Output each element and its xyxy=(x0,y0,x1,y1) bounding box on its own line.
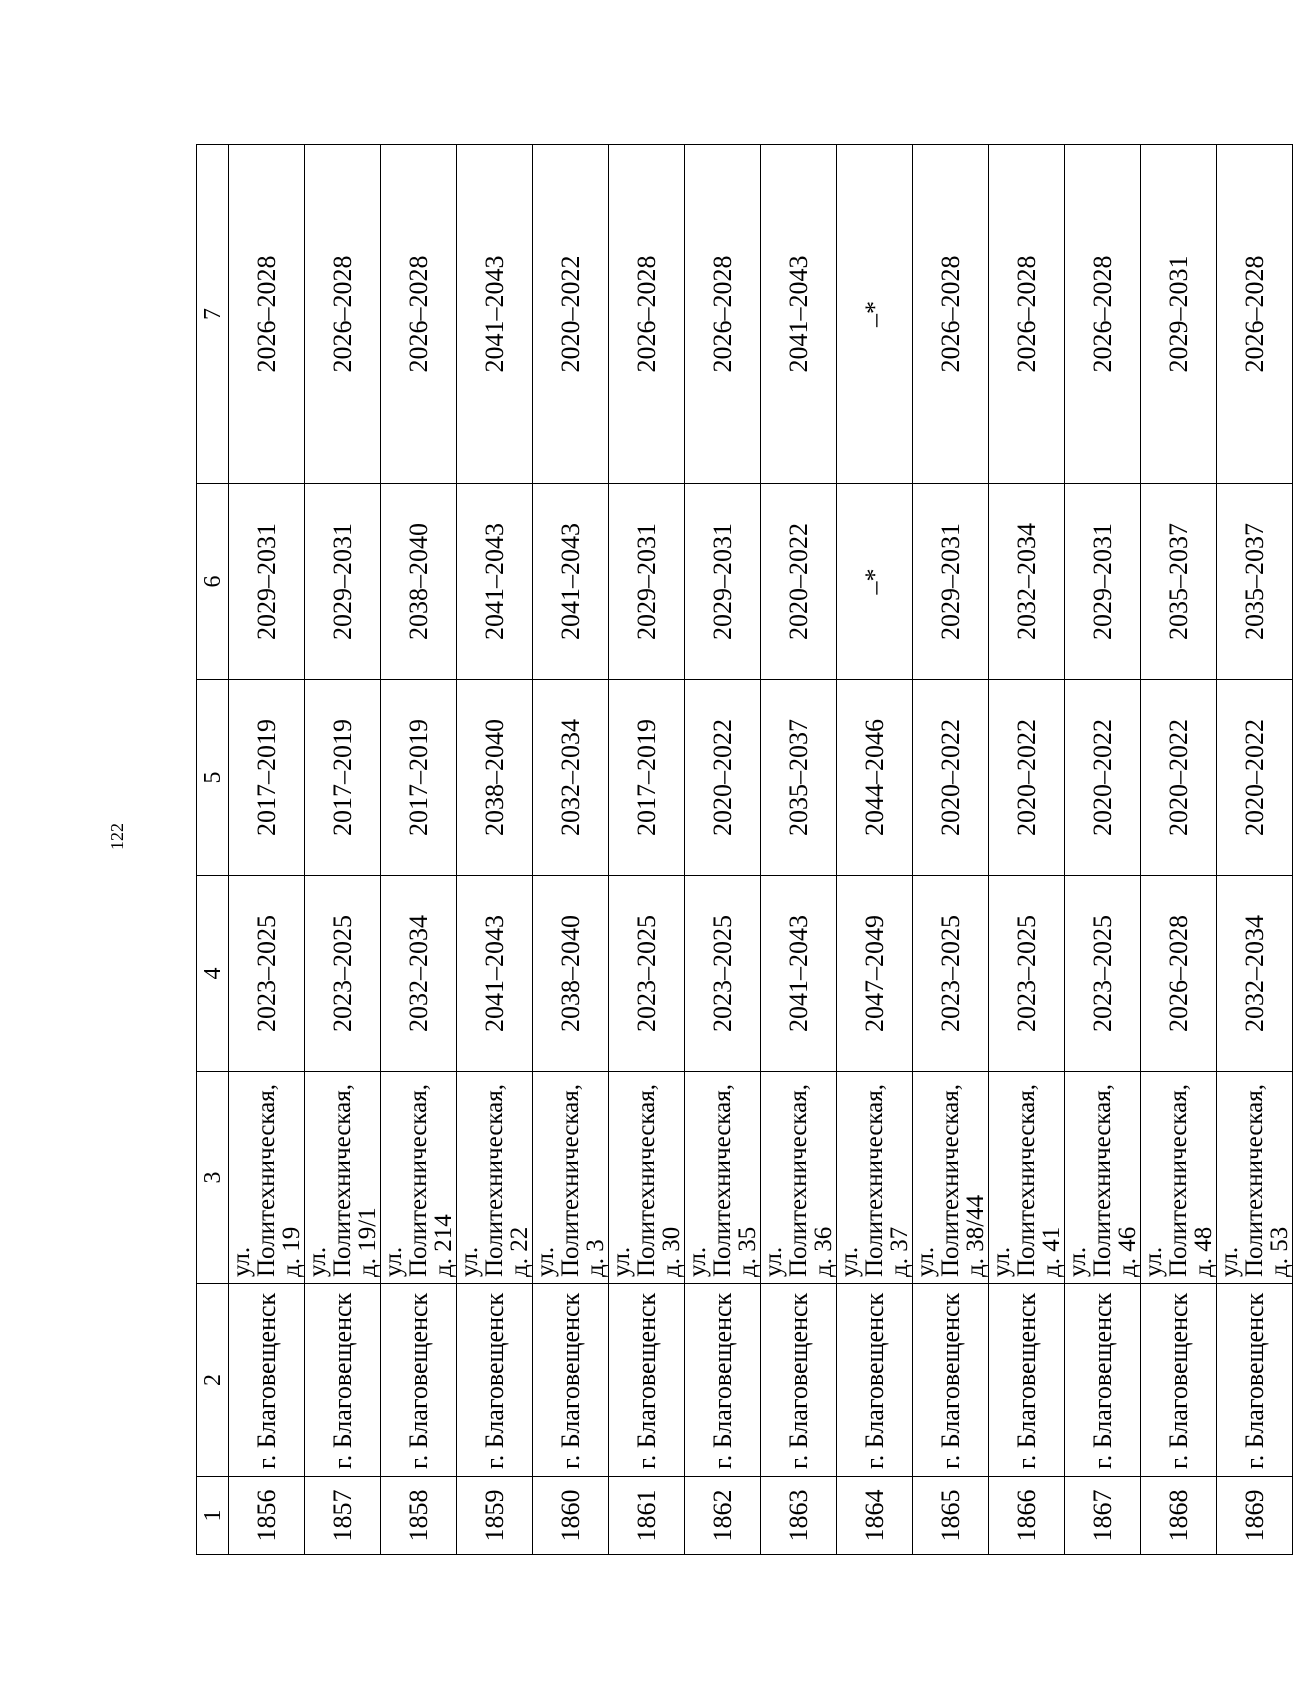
period-col6-cell: 2041–2043 xyxy=(457,484,533,680)
column-header-3: 3 xyxy=(197,1072,229,1284)
period-col7-cell: 2026–2028 xyxy=(229,145,305,484)
period-col4-cell: 2047–2049 xyxy=(837,876,913,1072)
period-col5-cell: 2038–2040 xyxy=(457,680,533,876)
table-row xyxy=(1065,145,1141,1555)
period-col4-cell: 2023–2025 xyxy=(913,876,989,1072)
period-col6-cell: 2029–2031 xyxy=(1065,484,1141,680)
period-col6-cell: 2035–2037 xyxy=(1217,484,1293,680)
address-cell: ул. Политехническая, д. 53 xyxy=(1217,1072,1293,1284)
table-row xyxy=(913,145,989,1555)
period-col5-cell: 2017–2019 xyxy=(305,680,381,876)
column-header-7: 7 xyxy=(197,145,229,484)
city-cell: г. Благовещенск xyxy=(685,1284,761,1477)
address-cell: ул. Политехническая, д. 36 xyxy=(761,1072,837,1284)
address-cell: ул. Политехническая, д. 48 xyxy=(1141,1072,1217,1284)
table-row xyxy=(761,145,837,1555)
table-row xyxy=(533,145,609,1555)
period-col7-cell: 2041–2043 xyxy=(761,145,837,484)
city-cell: г. Благовещенск xyxy=(533,1284,609,1477)
period-col4-cell: 2026–2028 xyxy=(1141,876,1217,1072)
period-col4-cell: 2038–2040 xyxy=(533,876,609,1072)
period-col6-cell: 2029–2031 xyxy=(913,484,989,680)
period-col7-cell: 2026–2028 xyxy=(989,145,1065,484)
city-cell: г. Благовещенск xyxy=(381,1284,457,1477)
period-col4-cell: 2023–2025 xyxy=(989,876,1065,1072)
period-col7-cell: 2026–2028 xyxy=(381,145,457,484)
city-cell: г. Благовещенск xyxy=(609,1284,685,1477)
period-col5-cell: 2032–2034 xyxy=(533,680,609,876)
period-col7-cell: 2026–2028 xyxy=(685,145,761,484)
period-col4-cell: 2032–2034 xyxy=(381,876,457,1072)
table-row xyxy=(609,145,685,1555)
row-number: 1861 xyxy=(609,1477,685,1555)
row-number: 1863 xyxy=(761,1477,837,1555)
period-col6-cell: 2035–2037 xyxy=(1141,484,1217,680)
address-cell: ул. Политехническая, д. 46 xyxy=(1065,1072,1141,1284)
period-col6-cell: –* xyxy=(837,484,913,680)
period-col5-cell: 2035–2037 xyxy=(761,680,837,876)
period-col5-cell: 2020–2022 xyxy=(1217,680,1293,876)
row-number: 1857 xyxy=(305,1477,381,1555)
period-col7-cell: 2026–2028 xyxy=(1065,145,1141,484)
period-col4-cell: 2023–2025 xyxy=(685,876,761,1072)
column-header-2: 2 xyxy=(197,1284,229,1477)
period-col6-cell: 2020–2022 xyxy=(761,484,837,680)
page-number: 122 xyxy=(107,823,127,850)
period-col7-cell: –* xyxy=(837,145,913,484)
table-row xyxy=(837,145,913,1555)
period-col4-cell: 2023–2025 xyxy=(1065,876,1141,1072)
header-row xyxy=(197,145,229,1555)
address-cell: ул. Политехническая, д. 214 xyxy=(381,1072,457,1284)
city-cell: г. Благовещенск xyxy=(989,1284,1065,1477)
address-cell: ул. Политехническая, д. 22 xyxy=(457,1072,533,1284)
period-col5-cell: 2020–2022 xyxy=(989,680,1065,876)
period-col6-cell: 2038–2040 xyxy=(381,484,457,680)
table-body xyxy=(229,145,1293,1555)
table-row xyxy=(1141,145,1217,1555)
period-col5-cell: 2020–2022 xyxy=(1065,680,1141,876)
period-col7-cell: 2041–2043 xyxy=(457,145,533,484)
table-row xyxy=(1217,145,1293,1555)
column-header-4: 4 xyxy=(197,876,229,1072)
city-cell: г. Благовещенск xyxy=(305,1284,381,1477)
period-col7-cell: 2026–2028 xyxy=(1217,145,1293,484)
city-cell: г. Благовещенск xyxy=(1217,1284,1293,1477)
row-number: 1865 xyxy=(913,1477,989,1555)
address-cell: ул. Политехническая, д. 19/1 xyxy=(305,1072,381,1284)
row-number: 1859 xyxy=(457,1477,533,1555)
city-cell: г. Благовещенск xyxy=(913,1284,989,1477)
period-col7-cell: 2026–2028 xyxy=(609,145,685,484)
row-number: 1862 xyxy=(685,1477,761,1555)
period-col6-cell: 2029–2031 xyxy=(685,484,761,680)
period-col5-cell: 2020–2022 xyxy=(1141,680,1217,876)
column-header-5: 5 xyxy=(197,680,229,876)
period-col5-cell: 2017–2019 xyxy=(229,680,305,876)
period-col5-cell: 2020–2022 xyxy=(913,680,989,876)
city-cell: г. Благовещенск xyxy=(837,1284,913,1477)
city-cell: г. Благовещенск xyxy=(1141,1284,1217,1477)
period-col7-cell: 2026–2028 xyxy=(913,145,989,484)
row-number: 1856 xyxy=(229,1477,305,1555)
period-col6-cell: 2029–2031 xyxy=(305,484,381,680)
city-cell: г. Благовещенск xyxy=(761,1284,837,1477)
table-row xyxy=(685,145,761,1555)
period-col6-cell: 2029–2031 xyxy=(609,484,685,680)
period-col6-cell: 2029–2031 xyxy=(229,484,305,680)
city-cell: г. Благовещенск xyxy=(1065,1284,1141,1477)
period-col5-cell: 2017–2019 xyxy=(609,680,685,876)
period-col4-cell: 2023–2025 xyxy=(305,876,381,1072)
row-number: 1864 xyxy=(837,1477,913,1555)
table-row xyxy=(457,145,533,1555)
period-col5-cell: 2020–2022 xyxy=(685,680,761,876)
row-number: 1867 xyxy=(1065,1477,1141,1555)
column-header-6: 6 xyxy=(197,484,229,680)
city-cell: г. Благовещенск xyxy=(457,1284,533,1477)
row-number: 1868 xyxy=(1141,1477,1217,1555)
row-number: 1858 xyxy=(381,1477,457,1555)
period-col7-cell: 2026–2028 xyxy=(305,145,381,484)
address-cell: ул. Политехническая, д. 37 xyxy=(837,1072,913,1284)
data-table xyxy=(196,144,1293,1555)
table-row xyxy=(305,145,381,1555)
address-cell: ул. Политехническая, д. 19 xyxy=(229,1072,305,1284)
period-col4-cell: 2023–2025 xyxy=(609,876,685,1072)
address-cell: ул. Политехническая, д. 41 xyxy=(989,1072,1065,1284)
table-row xyxy=(229,145,305,1555)
table-row xyxy=(381,145,457,1555)
city-cell: г. Благовещенск xyxy=(229,1284,305,1477)
row-number: 1860 xyxy=(533,1477,609,1555)
period-col6-cell: 2041–2043 xyxy=(533,484,609,680)
table-header xyxy=(197,145,229,1555)
address-cell: ул. Политехническая, д. 30 xyxy=(609,1072,685,1284)
period-col7-cell: 2029–2031 xyxy=(1141,145,1217,484)
address-cell: ул. Политехническая, д. 3 xyxy=(533,1072,609,1284)
address-cell: ул. Политехническая, д. 35 xyxy=(685,1072,761,1284)
address-cell: ул. Политехническая, д. 38/44 xyxy=(913,1072,989,1284)
column-header-1: 1 xyxy=(197,1477,229,1555)
period-col6-cell: 2032–2034 xyxy=(989,484,1065,680)
row-number: 1866 xyxy=(989,1477,1065,1555)
table-row xyxy=(989,145,1065,1555)
period-col5-cell: 2017–2019 xyxy=(381,680,457,876)
period-col4-cell: 2032–2034 xyxy=(1217,876,1293,1072)
period-col4-cell: 2041–2043 xyxy=(761,876,837,1072)
period-col4-cell: 2041–2043 xyxy=(457,876,533,1072)
period-col5-cell: 2044–2046 xyxy=(837,680,913,876)
row-number: 1869 xyxy=(1217,1477,1293,1555)
period-col4-cell: 2023–2025 xyxy=(229,876,305,1072)
rotated-table-container xyxy=(196,145,1293,1555)
period-col7-cell: 2020–2022 xyxy=(533,145,609,484)
